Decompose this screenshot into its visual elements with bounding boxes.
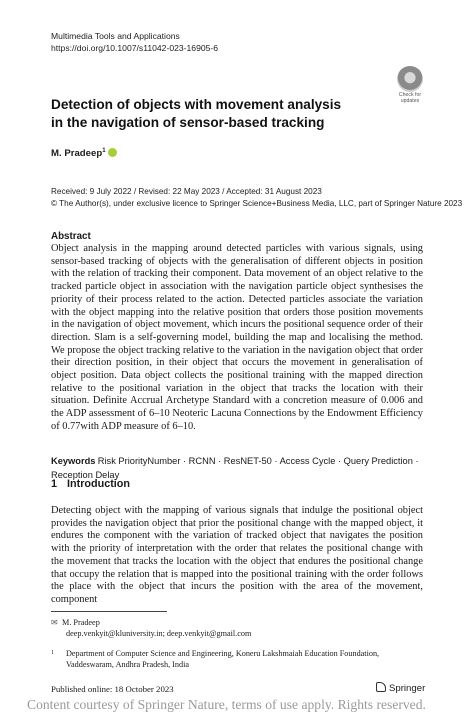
courtesy-watermark: Content courtesy of Springer Nature, terms of use apply. Rights reserved. — [27, 697, 426, 712]
author-affil-sup: 1 — [102, 148, 106, 154]
mail-name: M. Pradeep — [62, 618, 100, 627]
publisher-logo — [376, 682, 425, 694]
dates-line: Received: 9 July 2022 / Revised: 22 May 2023 / Accepted: 31 August 2023 — [51, 187, 322, 196]
springer-horse-icon — [376, 682, 386, 692]
abstract-text: Object analysis in the mapping around detected particles with various signals, using sensor-based tracking of objects with the generalisation of different objects in position with the relation of tracking their component. Data movement of an object relative to the tracked particle object in association with the navigation particle object synthesises the priority of their process related to the action. Detected particles associate the variation with the object mapping into the relative position that orders those position movements in the navigation of object movement, which incurs the positional sequence order of their direction. Slam is a self-governing model, building the map and localising the method. We propose the object tracking relative to the variation in the navigation object that order their direction position, in their object that occurs the movement in generalisation of object position. Data object collects the positional training with the mapped direction relative to the positional variation in the object that tracks the location with their situation. Definite Accrual Archetype Standard with a concretion measure of 0.006 and the ADP assessment of 6–10 Neoteric Lacuna Connections by the Endowment Efficiency of 0.77with ADP measure of 6–10. — [51, 243, 423, 432]
check-for-updates-badge[interactable] — [395, 66, 425, 104]
keywords-text: Risk PriorityNumber · RCNN · ResNET-50 · Access Cycle · Query Prediction · Reception Delay — [51, 456, 419, 480]
section-title: Introduction — [67, 478, 130, 490]
affiliation-number: 1 — [51, 650, 54, 656]
affiliation-line-2: Vaddeswaram, Andhra Pradesh, India — [66, 660, 190, 670]
check-updates-icon — [397, 66, 423, 92]
copyright-line: © The Author(s), under exclusive licence to Springer Science+Business Media, LLC, part of Springer Nature 2023 — [51, 198, 463, 208]
affiliation-line-1: Department of Computer Science and Engineering, Koneru Lakshmaiah Education Foundation, — [66, 649, 380, 658]
footnote-divider — [51, 611, 167, 612]
doi-link[interactable]: https://doi.org/10.1007/s11042-023-16905-6 — [51, 43, 219, 53]
abstract-heading: Abstract — [51, 231, 91, 242]
author — [51, 148, 117, 159]
mail-emails[interactable]: deep.venkyit@kluniversity.in; deep.venkyit@gmail.com — [66, 629, 252, 639]
orcid-icon[interactable] — [108, 148, 117, 157]
corresponding-author — [51, 617, 251, 640]
affiliation — [51, 648, 379, 671]
publisher-name: Springer — [389, 683, 426, 694]
title-line-1: Detection of objects with movement analysis — [51, 97, 342, 112]
title-line-2: in the navigation of sensor-based tracking — [51, 115, 325, 130]
badge-label-2: updates — [400, 98, 420, 104]
badge-label-1: Check for — [398, 92, 422, 98]
envelope-icon: ✉ — [51, 618, 58, 627]
introduction-text: Detecting object with the mapping of various signals that indulge the positional object provides the navigation object that prior the positional change with the mapped object, it endures the component with the variation of tracked object that navigates the position with the priority of interpretation with the order that relates the positional change with the movement that tracks the location with the object that endures the positional change that occupy the relation that is mapped into the positional training with the order follows the place with the object that incurs the position with the area of the movement, component — [51, 505, 423, 605]
keywords-label: Keywords — [51, 456, 96, 466]
published-online: Published online: 18 October 2023 — [51, 684, 174, 694]
journal-header — [51, 30, 218, 54]
publication-dates — [51, 186, 462, 209]
author-name: M. Pradeep — [51, 148, 103, 160]
section-number: 1 — [51, 478, 58, 490]
paper-title — [51, 96, 351, 132]
journal-name: Multimedia Tools and Applications — [51, 31, 180, 41]
section-heading — [51, 478, 130, 490]
